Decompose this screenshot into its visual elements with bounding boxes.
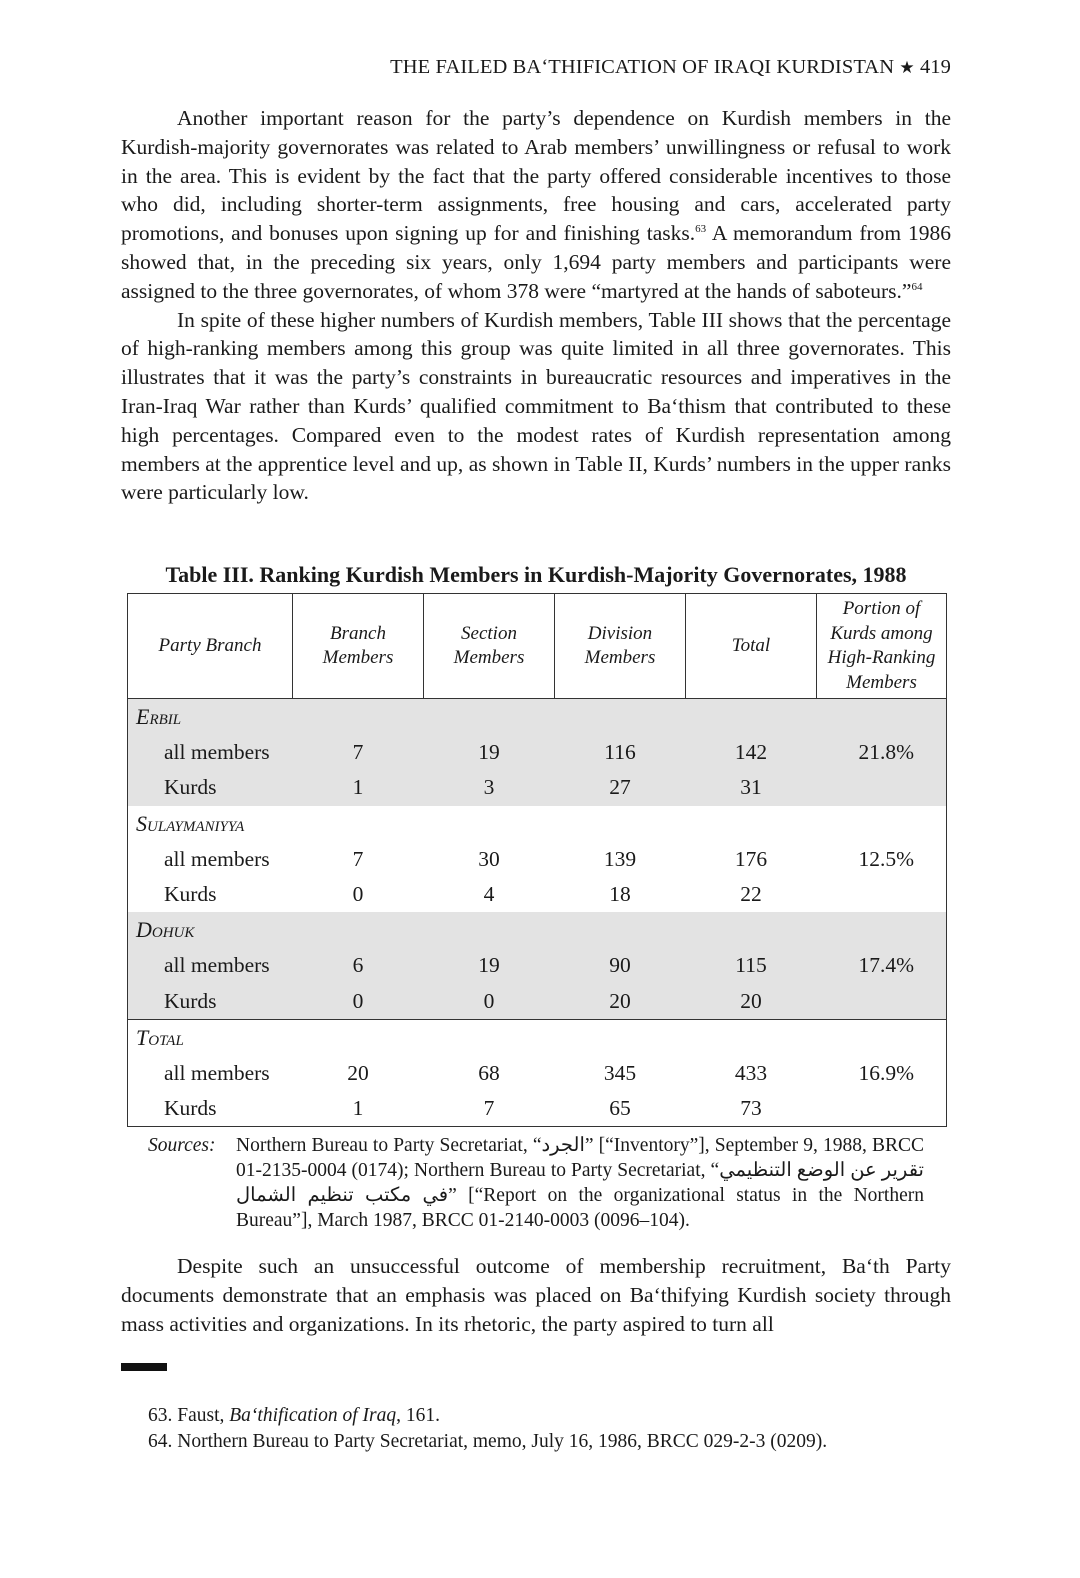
header-section-members: Section Members xyxy=(424,594,555,699)
table-cell: 0 xyxy=(424,983,555,1019)
table-cell: 65 xyxy=(609,1096,631,1121)
footnote-text-end: , 161. xyxy=(396,1405,440,1426)
table-cell: 0 xyxy=(352,882,364,907)
table-cell: 19 xyxy=(424,735,555,770)
sources-text: Northern Bureau to Party Secretariat, “الجرد” [“Inventory”], September 9, 1988, BRCC 01-2135-0004 (0174); Northern Bureau to Party Secretariat, “تقرير عن الوضع التنظيمي في مكتب تنظيم الشمال” [“Report on the organizational status in the Northern Bureau”], March 1987, BRCC 01-2140-0003 (0096–104). xyxy=(236,1135,924,1231)
table-row xyxy=(128,877,947,912)
paragraph-1 xyxy=(121,104,951,306)
table-row xyxy=(128,770,947,805)
footnote-text: Northern Bureau to Party Secretariat, memo, July 16, 1986, BRCC 029-2-3 (0209). xyxy=(177,1431,828,1452)
group-label: Total xyxy=(128,1019,947,1056)
group-row xyxy=(128,806,947,842)
paragraph-1-text-a: Another important reason for the party’s dependence on Kurdish members in the Kurdish-majority governorates was related to Arab members’ unwillingness or refusal to work in the area. This is evident by the fact that the party offered considerable incentives to those who did, including shorter-term assignments, free housing and cars, accelerated party promotions, and bonuses upon signing up for and finishing tasks. xyxy=(121,106,951,246)
group-row xyxy=(128,699,947,736)
table-cell: 4 xyxy=(483,882,495,907)
row-label: all members xyxy=(164,846,270,871)
header-total: Total xyxy=(686,594,817,699)
table-title: Table III. Ranking Kurdish Members in Kurdish-Majority Governorates, 1988 xyxy=(165,562,907,587)
group-label: Sulaymaniyya xyxy=(136,810,245,836)
group-label: Erbil xyxy=(128,699,947,736)
row-label: Kurds xyxy=(164,1096,217,1121)
star-icon: ★ xyxy=(899,58,915,77)
percentage-cell: 16.9% xyxy=(858,1060,914,1085)
table-row xyxy=(128,842,947,877)
sources-label: Sources: xyxy=(148,1135,216,1156)
table-cell: 20 xyxy=(347,1060,369,1085)
table-cell: 139 xyxy=(603,846,637,871)
table-cell: 6 xyxy=(293,948,424,983)
table-cell: 19 xyxy=(424,948,555,983)
table-cell: 7 xyxy=(293,735,424,770)
table-row xyxy=(128,983,947,1019)
footnote-ref-63[interactable]: 63 xyxy=(695,223,707,236)
footnote-number: 64. xyxy=(148,1431,173,1452)
table-cell: 116 xyxy=(555,735,686,770)
table-cell: 22 xyxy=(740,882,762,907)
row-label: all members xyxy=(164,1060,270,1085)
data-table xyxy=(127,593,947,1127)
table-row xyxy=(128,1056,947,1091)
paragraph-3: Despite such an unsuccessful outcome of membership recruitment, Ba‘th Party documents demonstrate that an emphasis was placed on Ba‘thifying Kurdish society through mass activities and organizations. In its rhetoric, the party aspired to turn all xyxy=(121,1254,951,1336)
row-label: Kurds xyxy=(128,770,293,805)
percentage-cell xyxy=(817,877,947,912)
table-cell: 20 xyxy=(686,983,817,1019)
group-label: Dohuk xyxy=(128,912,947,948)
header-party-branch: Party Branch xyxy=(128,594,293,699)
footnote-rule xyxy=(121,1363,167,1371)
table-cell: 90 xyxy=(555,948,686,983)
table-cell: 27 xyxy=(555,770,686,805)
table-cell: 115 xyxy=(686,948,817,983)
percentage-cell: 17.4% xyxy=(817,948,947,983)
group-row xyxy=(128,912,947,948)
table-body xyxy=(128,699,947,1127)
footnote-text: Faust, xyxy=(177,1405,230,1426)
percentage-cell: 21.8% xyxy=(817,735,947,770)
group-row xyxy=(128,1019,947,1056)
table-cell: 176 xyxy=(734,846,768,871)
footnote-64 xyxy=(148,1429,948,1455)
table-cell: 3 xyxy=(424,770,555,805)
table-cell: 31 xyxy=(686,770,817,805)
table-cell: 7 xyxy=(352,846,364,871)
table-cell: 7 xyxy=(483,1096,495,1121)
table-cell: 30 xyxy=(478,846,500,871)
header-portion-kurds: Portion of Kurds among High-Ranking Members xyxy=(817,594,947,699)
table-cell: 345 xyxy=(603,1060,637,1085)
header-division-members: Division Members xyxy=(555,594,686,699)
body-text-bottom xyxy=(121,1252,951,1338)
table-header-row xyxy=(128,594,947,699)
table-sources xyxy=(148,1133,924,1233)
table-cell: 20 xyxy=(555,983,686,1019)
page-number: 419 xyxy=(919,56,951,78)
row-label: Kurds xyxy=(164,882,217,907)
table-cell: 0 xyxy=(293,983,424,1019)
table-cell: 18 xyxy=(609,882,631,907)
percentage-cell xyxy=(817,983,947,1019)
paragraph-1-text-b: A memorandum from 1986 showed that, in the preceding six years, only 1,694 party members and participants were assigned to the three governorates, of whom 378 were “martyred at the hands of saboteurs.” xyxy=(121,221,951,303)
percentage-cell xyxy=(817,770,947,805)
footnote-ref-64[interactable]: 64 xyxy=(911,280,923,293)
table-row xyxy=(128,948,947,983)
table-cell: 73 xyxy=(740,1096,762,1121)
row-label: Kurds xyxy=(128,983,293,1019)
footnote-title: Ba‘thification of Iraq xyxy=(229,1405,397,1426)
row-label: all members xyxy=(128,735,293,770)
table-row xyxy=(128,735,947,770)
running-head xyxy=(121,56,951,79)
table-cell: 68 xyxy=(478,1060,500,1085)
row-label: all members xyxy=(128,948,293,983)
table-cell: 1 xyxy=(352,1096,364,1121)
table-cell: 433 xyxy=(734,1060,768,1085)
header-branch-members: Branch Members xyxy=(293,594,424,699)
footnote-63 xyxy=(148,1403,948,1429)
table-cell: 1 xyxy=(293,770,424,805)
footnote-number: 63. xyxy=(148,1405,173,1426)
footnotes xyxy=(148,1403,948,1455)
table-row xyxy=(128,1091,947,1127)
body-text-top xyxy=(121,104,951,507)
percentage-cell: 12.5% xyxy=(858,846,914,871)
running-head-title: THE FAILED BA‘THIFICATION OF IRAQI KURDISTAN xyxy=(390,56,895,78)
paragraph-2: In spite of these higher numbers of Kurdish members, Table III shows that the percentage of high-ranking members among this group was quite limited in all three governorates. This illustrates that it was the party’s constraints in bureaucratic resources and imperatives in the Iran-Iraq War rather than Kurds’ qualified commitment to Ba‘thism that contributed to these high percentages. Compared even to the modest rates of Kurdish representation among members at the apprentice level and up, as shown in Table II, Kurds’ numbers in the upper ranks were particularly low. xyxy=(121,307,951,505)
percentage-cell xyxy=(817,1091,947,1127)
table-cell: 142 xyxy=(686,735,817,770)
